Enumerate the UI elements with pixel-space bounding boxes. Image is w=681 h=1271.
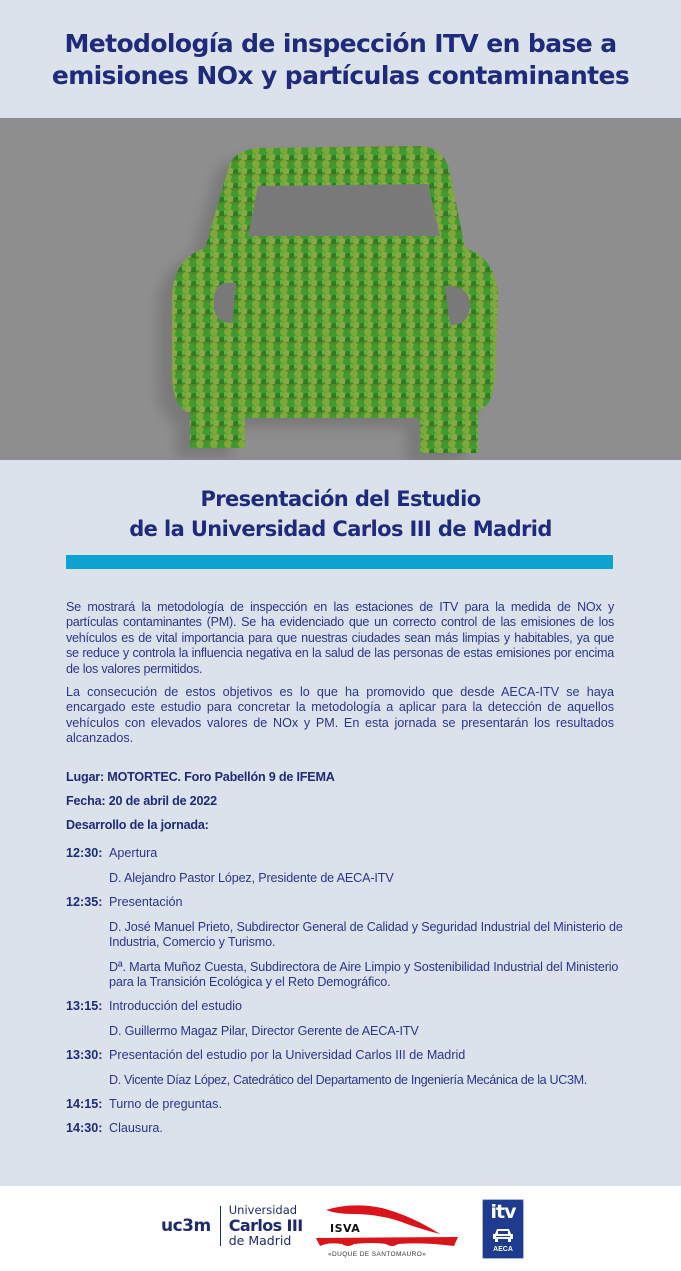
agenda-speaker: Dª. Marta Muñoz Cuesta, Subdirectora de Aire Limpio y Sostenibilidad Industrial del Ministerio para la Transición Ecológica y el Reto Demográfico. <box>109 960 619 989</box>
agenda-speaker: D. José Manuel Prieto, Subdirector General de Calidad y Seguridad Industrial del Ministerio de Industria, Comercio y Turismo. <box>109 920 623 949</box>
page-title-line1: Metodología de inspección ITV en base a <box>64 29 617 58</box>
itv-aeca-logo <box>482 1199 524 1259</box>
agenda-speaker: D. Guillermo Magaz Pilar, Director Gerente de AECA-ITV <box>109 1024 419 1038</box>
agenda-time: 14:15: <box>66 1097 103 1111</box>
agenda-item <box>66 1048 646 1088</box>
itv-org: AECA <box>493 1246 513 1253</box>
uc3m-line3: de Madrid <box>228 1233 292 1248</box>
agenda-item <box>66 846 646 886</box>
agenda-title: Apertura <box>109 846 158 860</box>
uc3m-logo <box>161 1203 303 1248</box>
uc3m-line2: Carlos III <box>228 1216 303 1235</box>
page-title <box>11 28 671 92</box>
accent-divider <box>66 555 613 569</box>
uc3m-line1: Universidad <box>228 1203 298 1217</box>
agenda-title: Clausura. <box>109 1121 163 1135</box>
page-title-line2: emisiones NOx y partículas contaminantes <box>51 61 630 90</box>
agenda-time: 13:30: <box>66 1048 103 1062</box>
isva-logo <box>312 1200 462 1262</box>
agenda-time: 14:30: <box>66 1121 103 1135</box>
agenda-title: Presentación del estudio por la Universidad Carlos III de Madrid <box>109 1048 466 1062</box>
description <box>66 600 614 755</box>
agenda-time: 13:15: <box>66 999 103 1013</box>
event-info <box>66 770 626 842</box>
tree-car-image <box>0 118 681 460</box>
subtitle-line2: de la Universidad Carlos III de Madrid <box>129 517 552 541</box>
car-icon <box>493 1227 513 1243</box>
agenda-time: 12:35: <box>66 895 103 909</box>
hero-image <box>0 118 681 460</box>
event-location: Lugar: MOTORTEC. Foro Pabellón 9 de IFEMA <box>66 770 335 784</box>
agenda-item <box>66 999 646 1039</box>
isva-name: ISVA <box>330 1222 361 1235</box>
isva-subtitle: «DUQUE DE SANTOMAURO» <box>328 1251 427 1258</box>
description-paragraph-1: Se mostrará la metodología de inspección en las estaciones de ITV para la medida de NOx y partículas contaminantes (PM). Se ha evidenciado que un correcto control de las emisiones de los vehículos es de vital importancia para que nuestras ciudades sean más limpias y habitables, ya que se reduce y controla la influencia negativa en la salud de las personas de estas emisiones por encima de los valores permitidos. <box>66 600 614 676</box>
agenda-time: 12:30: <box>66 846 103 860</box>
agenda-title: Introducción del estudio <box>109 999 243 1013</box>
agenda-item <box>66 895 646 990</box>
agenda-title: Turno de preguntas. <box>109 1097 222 1111</box>
agenda-speaker: D. Vicente Díaz López, Catedrático del Departamento de Ingeniería Mecánica de la UC3M. <box>109 1073 587 1087</box>
itv-name: itv <box>490 1201 516 1223</box>
description-paragraph-2: La consecución de estos objetivos es lo que ha promovido que desde AECA-ITV se haya encargado este estudio para concretar la metodología a aplicar para la detección de aquellos vehículos con elevados valores de NOx y PM. En esta jornada se presentarán los resultados alcanzados. <box>66 685 614 746</box>
agenda-heading: Desarrollo de la jornada: <box>66 818 209 832</box>
subtitle-line1: Presentación del Estudio <box>200 487 481 511</box>
agenda-item <box>66 1121 646 1136</box>
agenda-item <box>66 1097 646 1112</box>
agenda-list <box>66 846 646 1136</box>
agenda-speaker: D. Alejandro Pastor López, Presidente de AECA-ITV <box>109 871 394 885</box>
uc3m-name <box>229 1204 303 1247</box>
section-subtitle <box>0 484 681 544</box>
event-date: Fecha: 20 de abril de 2022 <box>66 794 217 808</box>
uc3m-divider <box>220 1206 221 1246</box>
uc3m-mark: uc3m <box>161 1215 211 1236</box>
agenda-title: Presentación <box>109 895 183 909</box>
header-banner <box>0 0 681 118</box>
